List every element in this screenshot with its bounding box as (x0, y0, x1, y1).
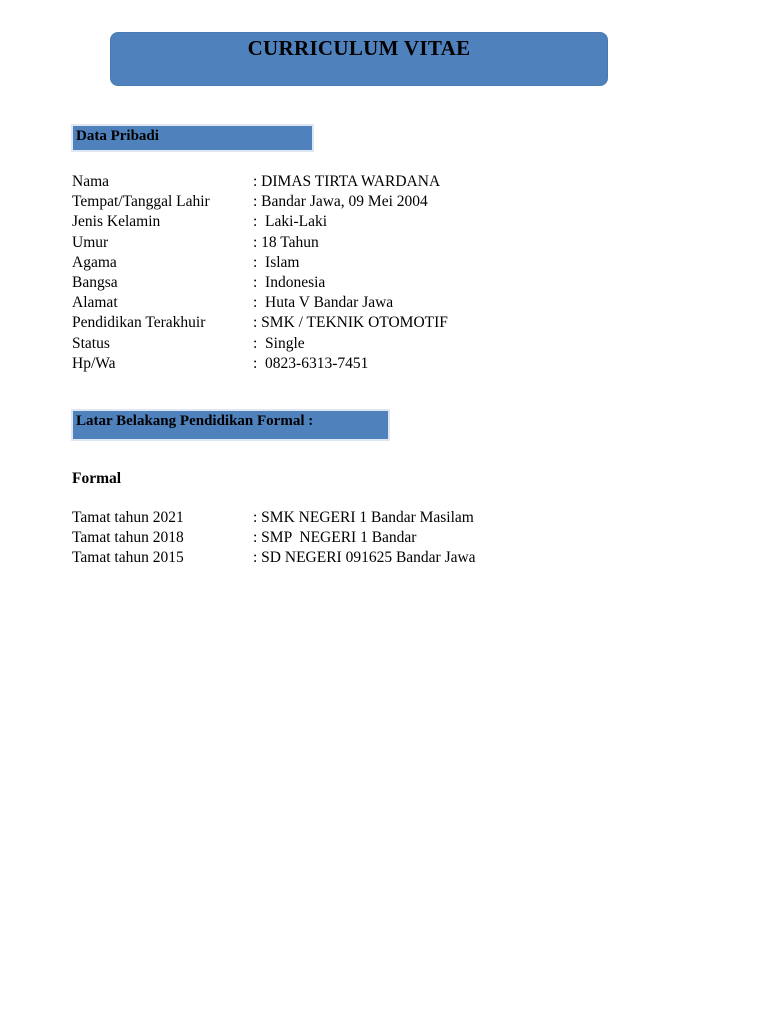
section-header-personal (73, 126, 312, 150)
section-title-personal: Data Pribadi (76, 128, 159, 144)
field-label: Tamat tahun 2018 (72, 529, 184, 547)
field-value: : SMK NEGERI 1 Bandar Masilam (253, 509, 474, 526)
field-label: Umur (72, 233, 109, 251)
document-title: CURRICULUM VITAE (247, 36, 471, 60)
field-label: Bangsa (72, 273, 118, 291)
field-label: Nama (72, 173, 110, 190)
field-value: : Huta V Bandar Jawa (253, 294, 394, 312)
section-title-education: Latar Belakang Pendidikan Formal : (76, 413, 314, 429)
education-subheading: Formal (72, 470, 122, 487)
section-header-education (73, 411, 388, 439)
field-label: Alamat (72, 294, 118, 312)
field-label: Tamat tahun 2015 (72, 549, 184, 567)
field-value: : SMK / TEKNIK OTOMOTIF (253, 314, 448, 332)
field-value: : Single (253, 334, 305, 352)
field-value: : 0823-6313-7451 (253, 354, 369, 372)
field-value: : SD NEGERI 091625 Bandar Jawa (253, 549, 476, 567)
field-label: Tempat/Tanggal Lahir (72, 193, 210, 211)
field-value: : SMP NEGERI 1 Bandar (253, 529, 417, 547)
title-banner (110, 32, 608, 86)
field-value: : Bandar Jawa, 09 Mei 2004 (253, 193, 428, 211)
field-value: : Islam (253, 253, 300, 271)
field-label: Status (72, 334, 110, 352)
field-label: Agama (72, 253, 117, 271)
field-value: : 18 Tahun (253, 233, 319, 251)
field-value: : DIMAS TIRTA WARDANA (253, 173, 441, 190)
field-label: Hp/Wa (72, 354, 116, 372)
field-value: : Laki-Laki (253, 213, 328, 231)
field-label: Tamat tahun 2021 (72, 509, 184, 526)
field-value: : Indonesia (253, 273, 326, 291)
field-label: Pendidikan Terakhuir (72, 314, 206, 332)
field-label: Jenis Kelamin (72, 213, 161, 231)
